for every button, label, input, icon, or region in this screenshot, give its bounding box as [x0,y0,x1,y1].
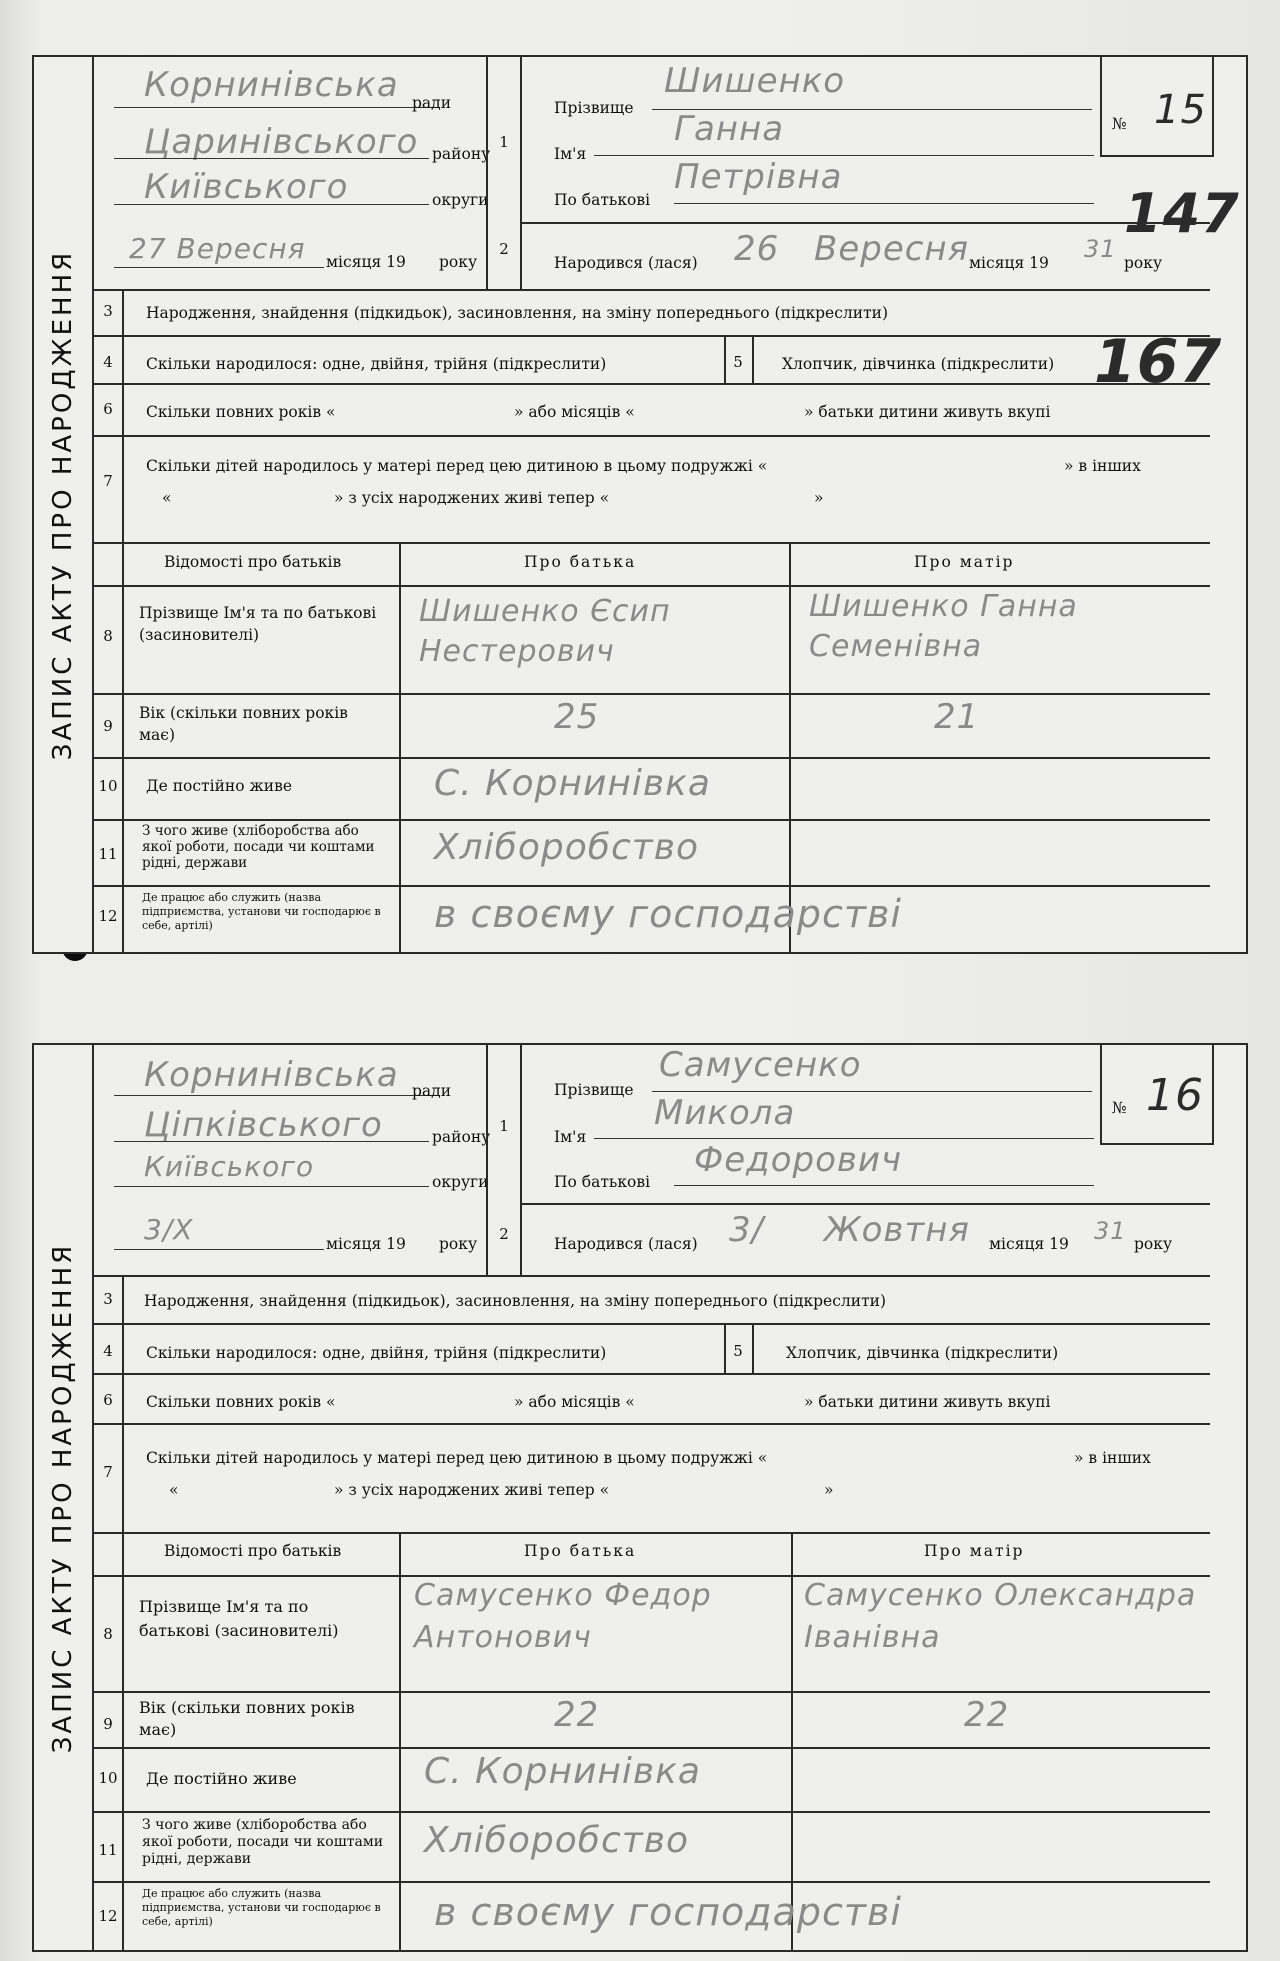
hw-father-fio: Шишенко Єсип Нестерович [419,594,671,669]
col-header-info: Відомості про батьків [164,1542,342,1560]
hw-record-number: 16 [1146,1070,1204,1121]
hw-name: Ганна [674,109,785,149]
row7-text-d: » з усіх народжених живі тепер « [334,1481,610,1499]
row6-text-a: Скільки повних років « [146,1393,336,1411]
row3-text: Народження, знайдення (підкидьок), засиновлення, на зміну попереднього (підкреслити) [144,1292,887,1310]
hw-raion: Царинівського [144,122,419,162]
label-born: Народився (лася) [554,254,698,272]
row7-text-c: « [169,1481,179,1499]
row5-text: Хлопчик, дівчинка (підкреслити) [786,1344,1059,1362]
label-name: Ім'я [554,145,587,163]
col-header-father: Про батька [524,553,637,571]
row6-text-a: Скільки повних років « [146,403,336,421]
label-rada: ради [412,94,452,112]
row7-text-e: » [824,1481,834,1499]
row4-text: Скільки народилося: одне, двійня, трійня (підкреслити) [146,355,607,373]
label-raion: району [432,1128,491,1146]
hw-born-year: 31 [1094,1217,1127,1245]
hw-lives: С. Корнинівка [434,763,711,804]
hw-okruh: Київського [144,167,349,207]
row7-text-a: Скільки дітей народилось у матері перед цею дитиною в цьому подружжі « [146,1449,768,1467]
form-side-title: ЗАПИС АКТУ ПРО НАРОДЖЕННЯ [34,1045,94,1950]
hw-born-year: 31 [1084,235,1117,263]
row3-text: Народження, знайдення (підкидьок), засиновлення, на зміну попереднього (підкреслити) [146,304,889,322]
hw-works: в своєму господарстві [434,1890,902,1934]
hw-rada: Корнинівська [144,1055,399,1095]
hw-raion: Ціпківського [144,1105,383,1145]
label-raion: району [432,145,491,163]
row12-label: Де працює або служить (назва підприємства, установи чи господарює в себе, артілі) [142,1887,381,1928]
row6-text-c: » батьки дитини живуть вкупі [804,1393,1051,1411]
row7-text-c: « [162,489,172,507]
hw-mother-fio: Шишенко Ганна Семенівна [809,589,1078,664]
label-name: Ім'я [554,1128,587,1146]
row9-label: Вік (скільки повних років має) [139,1698,355,1739]
row11-label: З чого живе (хліборобства або якої роботи, посади чи коштами рідні, держави [142,823,375,871]
label-month: місяця 19 [969,254,1049,272]
row8-label: Прізвище Ім'я та по батькові (засиновителі) [139,1597,339,1640]
hw-margin-note-2: 167 [1094,327,1223,397]
hw-name: Микола [654,1093,796,1133]
row12-label: Де працює або служить (назва підприємства, установи чи господарює в себе, артілі) [142,891,381,932]
hw-margin-note: 147 [1124,182,1240,245]
row5-text: Хлопчик, дівчинка (підкреслити) [782,355,1055,373]
hw-born-month: Жовтня [824,1210,970,1250]
row7-text-b: » в інших [1064,457,1141,475]
hw-surname: Самусенко [659,1045,862,1085]
row7-text-d: » з усіх народжених живі тепер « [334,489,610,507]
hw-lives: С. Корнинівка [424,1751,701,1792]
hw-surname: Шишенко [664,61,846,101]
hw-patronymic: Петрівна [674,157,843,197]
label-month: місяця 19 [326,1235,406,1253]
hw-born-day: 26 [734,229,780,269]
label-year: року [439,253,478,271]
row7-text-b: » в інших [1074,1449,1151,1467]
hw-father-fio: Самусенко Федор Антонович [414,1578,712,1655]
label-month: місяця 19 [989,1235,1069,1253]
row7-text-a: Скільки дітей народилось у матері перед цею дитиною в цьому подружжі « [146,457,768,475]
hw-mother-age: 21 [934,697,980,737]
hw-livelihood: Хліборобство [434,827,699,868]
form-side-title: ЗАПИС АКТУ ПРО НАРОДЖЕННЯ [34,57,94,952]
row6-text-b: » або місяців « [514,403,635,421]
label-rada: ради [412,1082,452,1100]
label-year: року [439,1235,478,1253]
hw-father-age: 22 [554,1695,600,1735]
row10-label: Де постійно живе [146,777,292,795]
hw-born-day: 3/ [729,1210,765,1250]
birth-record-form-2: ЗАПИС АКТУ ПРО НАРОДЖЕННЯ Корнинівська ради Ціпківського району Київського округи 3/X місяця 19 року 1 2 Прізвище Самусенко Ім'я Микола По батькові Федорович № 16 Народився (лася) 3/ Жовтня місяця 19 31 року 3 Народження, знайдення (підкидьок), засиновлення, на зміну попереднього (підкреслити) 4 Скільки народилося: одне, двійня, трійня (підкреслити) 5 Хлопчик, дівчинка (підкреслити) 6 Скільки повних років « » або місяців « » батьки дитини живуть вкупі 7 Скільки дітей народилось у матері перед цею дитиною в цьому подружжі « » в інших « » з усіх народжених живі тепер « » Відомості про батьків Про батька Про матір 8 Прізвище Ім'я та по батькові (засиновителі) Самусенко Федор Антонович Самусенко Олександра Іванівна 9 Вік (скільки повних років має) 22 22 10 Де постійно живе С. Корнинівка 11 З чого живе (хліборобства або якої роботи, посади чи коштами рідні, держави Хліборобство 12 Де працює або служить (назва підприємства, установи чи господарює в себе, артілі) в своєму господарстві [32,1043,1248,1952]
label-surname: Прізвище [554,1081,634,1099]
col-header-father: Про батька [524,1542,637,1560]
hw-rada: Корнинівська [144,65,399,105]
label-okruh: округи [432,191,489,209]
hw-date-registered: 27 Вересня [129,232,306,265]
label-okruh: округи [432,1173,489,1191]
row6-text-c: » батьки дитини живуть вкупі [804,403,1051,421]
label-year: року [1134,1235,1173,1253]
hw-mother-age: 22 [964,1695,1010,1735]
hw-patronymic: Федорович [694,1140,903,1180]
row8-label: Прізвище Ім'я та по батькові (засиновителі) [139,604,377,644]
label-patronymic: По батькові [554,191,651,209]
row11-label: З чого живе (хліборобства або якої роботи, посади чи коштами рідні, держави [142,1817,384,1867]
row10-label: Де постійно живе [146,1769,297,1788]
hw-mother-fio: Самусенко Олександра Іванівна [804,1578,1197,1655]
label-year: року [1124,254,1163,272]
hw-record-number: 15 [1154,87,1207,133]
hw-date-registered: 3/X [144,1213,194,1246]
col-header-info: Відомості про батьків [164,553,342,571]
hw-works: в своєму господарстві [434,892,902,936]
label-born: Народився (лася) [554,1235,698,1253]
col-header-mother: Про матір [914,553,1015,571]
row6-text-b: » або місяців « [514,1393,635,1411]
row4-text: Скільки народилося: одне, двійня, трійня (підкреслити) [146,1344,607,1362]
col-header-mother: Про матір [924,1542,1025,1560]
label-surname: Прізвище [554,99,634,117]
row9-label: Вік (скільки повних років має) [139,704,348,744]
label-patronymic: По батькові [554,1173,651,1191]
hw-father-age: 25 [554,697,600,737]
row7-text-e: » [814,489,824,507]
hw-okruh: Київського [144,1150,315,1183]
label-month: місяця 19 [326,253,406,271]
hw-livelihood: Хліборобство [424,1820,689,1861]
hw-born-month: Вересня [814,229,970,269]
label-number: № [1112,1099,1127,1117]
birth-record-form-1: ЗАПИС АКТУ ПРО НАРОДЖЕННЯ Корнинівська ради Царинівського району Київського округи 27 Вересня місяця 19 року 1 2 Прізвище Шишенко Ім'я Ганна По батькові Петрівна № 15 147 Народився (лася) 26 Вересня місяця 19 31 року 3 Народження, знайдення (підкидьок), засиновлення, на зміну попереднього (підкреслити) 4 Скільки народилося: одне, двійня, трійня (підкреслити) 5 Хлопчик, дівчинка (підкреслити) 167 6 Скільки повних років « » або місяців « » батьки дитини живуть вкупі 7 Скільки дітей народилось у матері перед цею дитиною в цьому подружжі « » в інших « » з усіх народжених живі тепер « » Відомості про батьків Про батька Про матір 8 Прізвище Ім'я та по батькові (засиновителі) Шишенко Єсип Нестерович Шишенко Ганна Семенівна 9 Вік (скільки повних років має) 25 21 10 Де постійно живе С. Корнинівка 11 З чого живе (хліборобства або якої роботи, посади чи коштами рідні, держави Хліборобство 12 Де працює або служить (назва підприємства, установи чи господарює в себе, артілі) в своєму господарстві [32,55,1248,954]
label-number: № [1112,115,1127,133]
